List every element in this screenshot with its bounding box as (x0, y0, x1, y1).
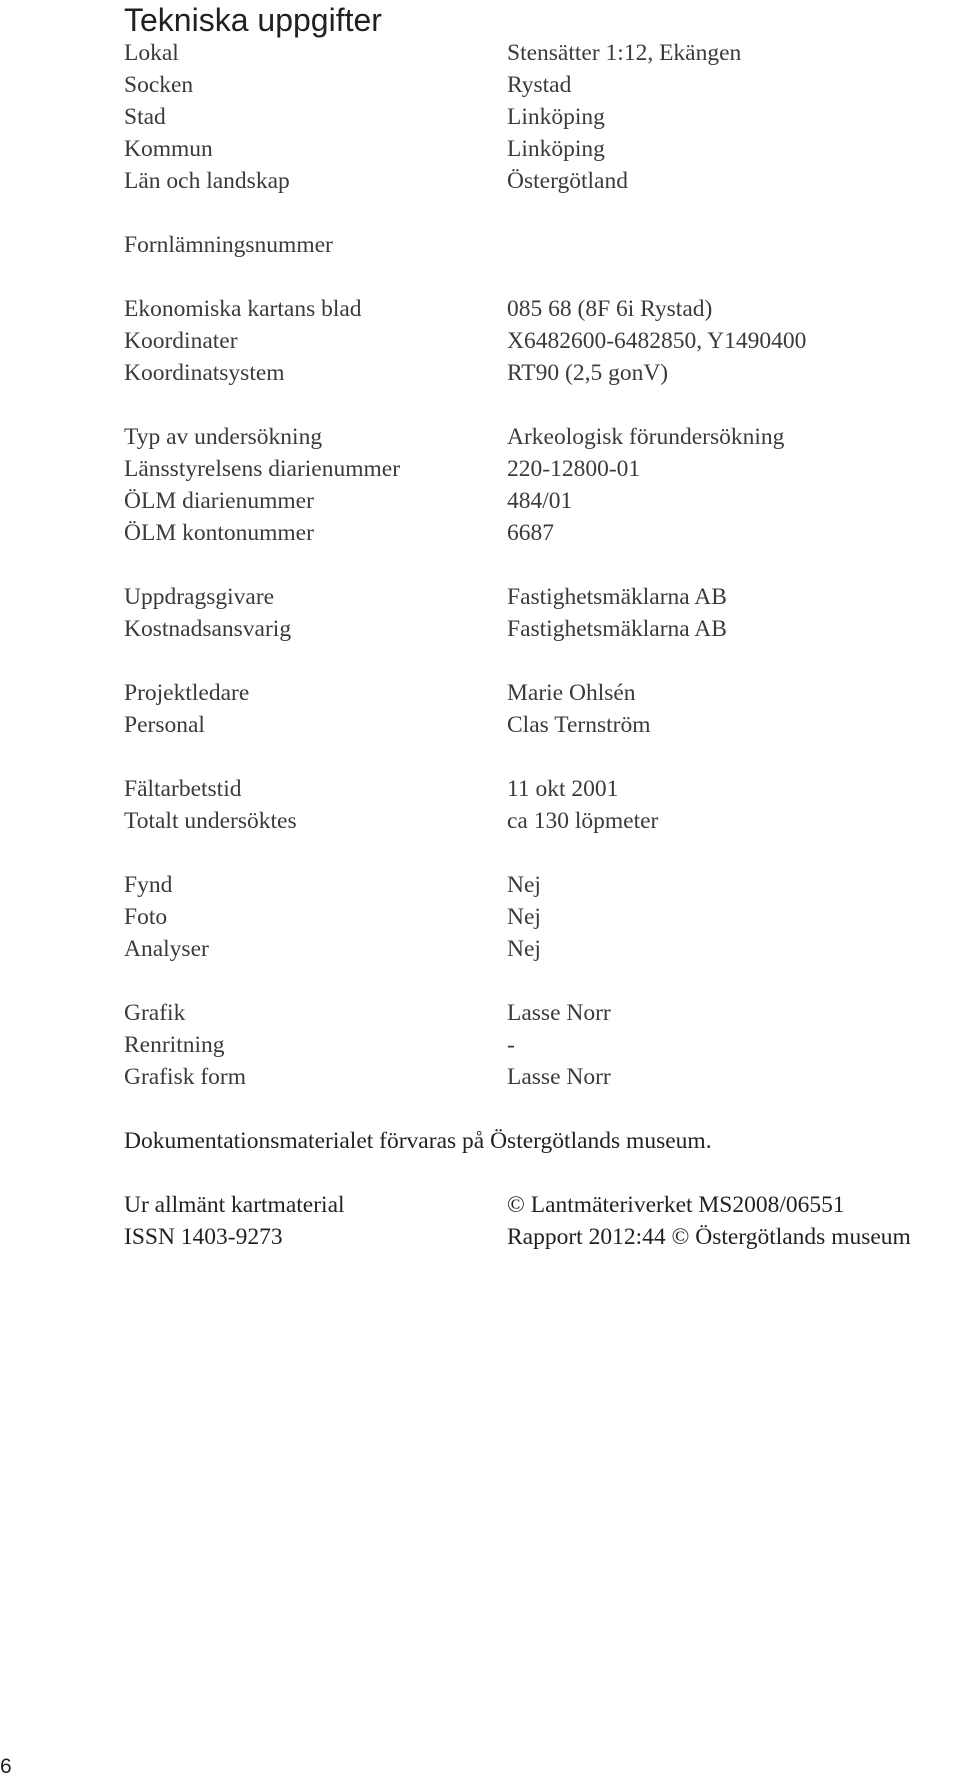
grafik-value: Lasse Norr (507, 1000, 611, 1026)
koordinatsystem-value: RT90 (2,5 gonV) (507, 360, 669, 386)
kartblad-label: Ekonomiska kartans blad (124, 296, 362, 322)
koordinater-value: X6482600-6482850, Y1490400 (507, 328, 807, 354)
renritning-label: Renritning (124, 1032, 225, 1058)
page-number: 6 (0, 1755, 12, 1778)
olm-diarienummer-label: ÖLM diarienummer (124, 488, 314, 514)
uppdragsgivare-label: Uppdragsgivare (124, 584, 275, 610)
olm-kontonummer-value: 6687 (507, 520, 554, 546)
olm-diarienummer-value: 484/01 (507, 488, 573, 514)
page-title: Tekniska uppgifter (124, 2, 382, 38)
foto-label: Foto (124, 904, 168, 930)
grafisk-form-label: Grafisk form (124, 1064, 247, 1090)
personal-value: Clas Ternström (507, 712, 651, 738)
documentation-note: Dokumentationsmaterialet förvaras på Östergötlands museum. (124, 1128, 712, 1154)
kostnadsansvarig-label: Kostnadsansvarig (124, 616, 292, 642)
koordinatsystem-label: Koordinatsystem (124, 360, 285, 386)
issn-label: ISSN 1403-9273 (124, 1224, 283, 1250)
analyser-label: Analyser (124, 936, 209, 962)
totalt-undersoktes-value: ca 130 löpmeter (507, 808, 659, 834)
typ-label: Typ av undersökning (124, 424, 323, 450)
grafisk-form-value: Lasse Norr (507, 1064, 611, 1090)
projektledare-value: Marie Ohlsén (507, 680, 636, 706)
uppdragsgivare-value: Fastighetsmäklarna AB (507, 584, 727, 610)
grafik-label: Grafik (124, 1000, 186, 1026)
kommun-value: Linköping (507, 136, 605, 162)
report-value: Rapport 2012:44 © Östergötlands museum (507, 1224, 911, 1250)
fynd-value: Nej (507, 872, 541, 898)
faltarbetstid-value: 11 okt 2001 (507, 776, 619, 802)
socken-value: Rystad (507, 72, 572, 98)
analyser-value: Nej (507, 936, 541, 962)
personal-label: Personal (124, 712, 205, 738)
stad-label: Stad (124, 104, 166, 130)
olm-kontonummer-label: ÖLM kontonummer (124, 520, 314, 546)
typ-value: Arkeologisk förundersökning (507, 424, 785, 450)
stad-value: Linköping (507, 104, 605, 130)
kostnadsansvarig-value: Fastighetsmäklarna AB (507, 616, 727, 642)
foto-value: Nej (507, 904, 541, 930)
lan-label: Län och landskap (124, 168, 290, 194)
koordinater-label: Koordinater (124, 328, 238, 354)
kartblad-value: 085 68 (8F 6i Rystad) (507, 296, 713, 322)
fornlamning-label: Fornlämningsnummer (124, 232, 333, 258)
lst-diarienummer-label: Länsstyrelsens diarienummer (124, 456, 401, 482)
lst-diarienummer-value: 220-12800-01 (507, 456, 641, 482)
lan-value: Östergötland (507, 168, 628, 194)
lokal-value: Stensätter 1:12, Ekängen (507, 40, 742, 66)
projektledare-label: Projektledare (124, 680, 250, 706)
kommun-label: Kommun (124, 136, 213, 162)
fynd-label: Fynd (124, 872, 173, 898)
socken-label: Socken (124, 72, 194, 98)
renritning-value: - (507, 1032, 515, 1058)
totalt-undersoktes-label: Totalt undersöktes (124, 808, 297, 834)
kartmaterial-label: Ur allmänt kartmaterial (124, 1192, 345, 1218)
kartmaterial-value: © Lantmäteriverket MS2008/06551 (507, 1192, 845, 1218)
lokal-label: Lokal (124, 40, 179, 66)
faltarbetstid-label: Fältarbetstid (124, 776, 242, 802)
